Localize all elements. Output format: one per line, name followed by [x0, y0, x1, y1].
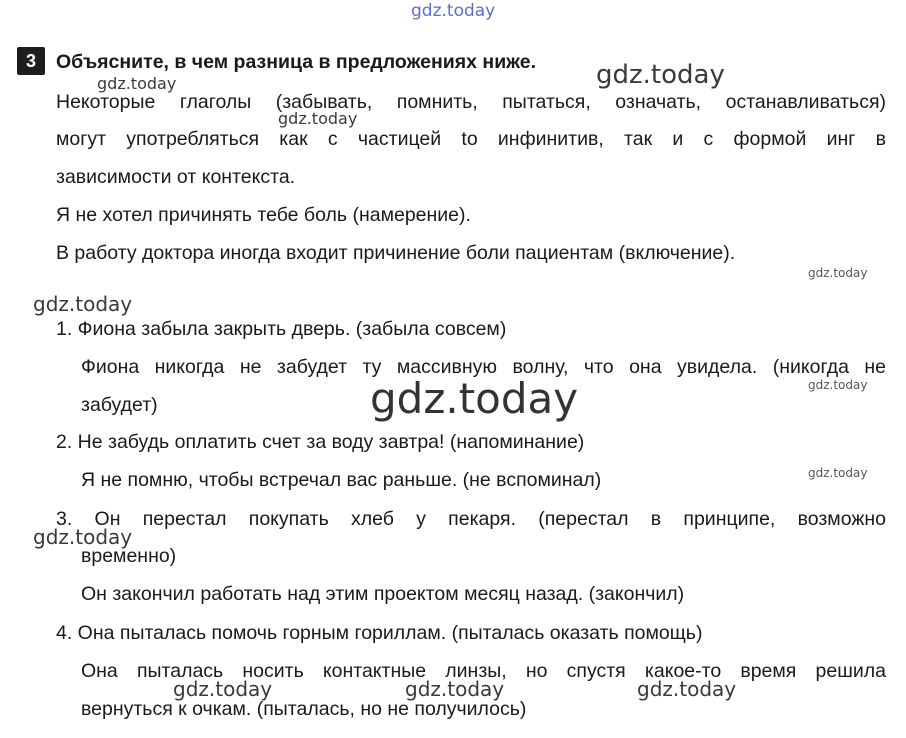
watermark: gdz.today — [808, 466, 868, 480]
item-2-example: Я не помню, чтобы встречал вас раньше. (не вспоминал) — [81, 469, 602, 491]
item-3-main-line-2: временно) — [81, 545, 177, 567]
intro-example-1: Я не хотел причинять тебе боль (намерение). — [56, 204, 471, 226]
watermark: gdz.today — [596, 60, 725, 90]
watermark-top: gdz.today — [411, 1, 496, 21]
intro-example-2: В работу доктора иногда входит причинение боли пациентам (включение). — [56, 242, 736, 264]
intro-line-3: зависимости от контекста. — [56, 166, 296, 188]
watermark: gdz.today — [33, 525, 133, 549]
item-4-main: 4. Она пыталась помочь горным гориллам. (пыталась оказать помощь) — [56, 622, 703, 644]
exercise-number-badge: 3 — [17, 47, 45, 75]
watermark: gdz.today — [370, 374, 579, 423]
item-2-main: 2. Не забудь оплатить счет за воду завтра! (напоминание) — [56, 431, 585, 453]
exercise-title: Объясните, в чем разница в предложениях ниже. — [56, 51, 537, 73]
watermark: gdz.today — [278, 109, 358, 128]
watermark: gdz.today — [637, 677, 737, 701]
watermark: gdz.today — [33, 292, 133, 316]
watermark: gdz.today — [97, 74, 177, 93]
item-3-main-line-1: 3. Он перестал покупать хлеб у пекаря. (перестал в принципе, возможно — [56, 508, 886, 530]
watermark: gdz.today — [808, 378, 868, 392]
item-4-example-line-1: Она пыталась носить контактные линзы, но спустя какое-то время решила — [81, 660, 886, 682]
item-4-example-line-2: вернуться к очкам. (пыталась, но не получилось) — [81, 698, 527, 720]
watermark: gdz.today — [173, 677, 273, 701]
watermark: gdz.today — [808, 266, 868, 280]
intro-line-1: Некоторые глаголы (забывать, помнить, пытаться, означать, останавливаться) — [56, 91, 886, 113]
item-3-example: Он закончил работать над этим проектом месяц назад. (закончил) — [81, 583, 685, 605]
watermark: gdz.today — [405, 677, 505, 701]
intro-line-2: могут употребляться как с частицей to инфинитив, так и с формой инг в — [56, 128, 886, 150]
item-1-example-line-2: забудет) — [81, 394, 158, 416]
item-1-example-line-1: Фиона никогда не забудет ту массивную волну, что она увидела. (никогда не — [81, 356, 886, 378]
item-1-main: 1. Фиона забыла закрыть дверь. (забыла совсем) — [56, 318, 507, 340]
